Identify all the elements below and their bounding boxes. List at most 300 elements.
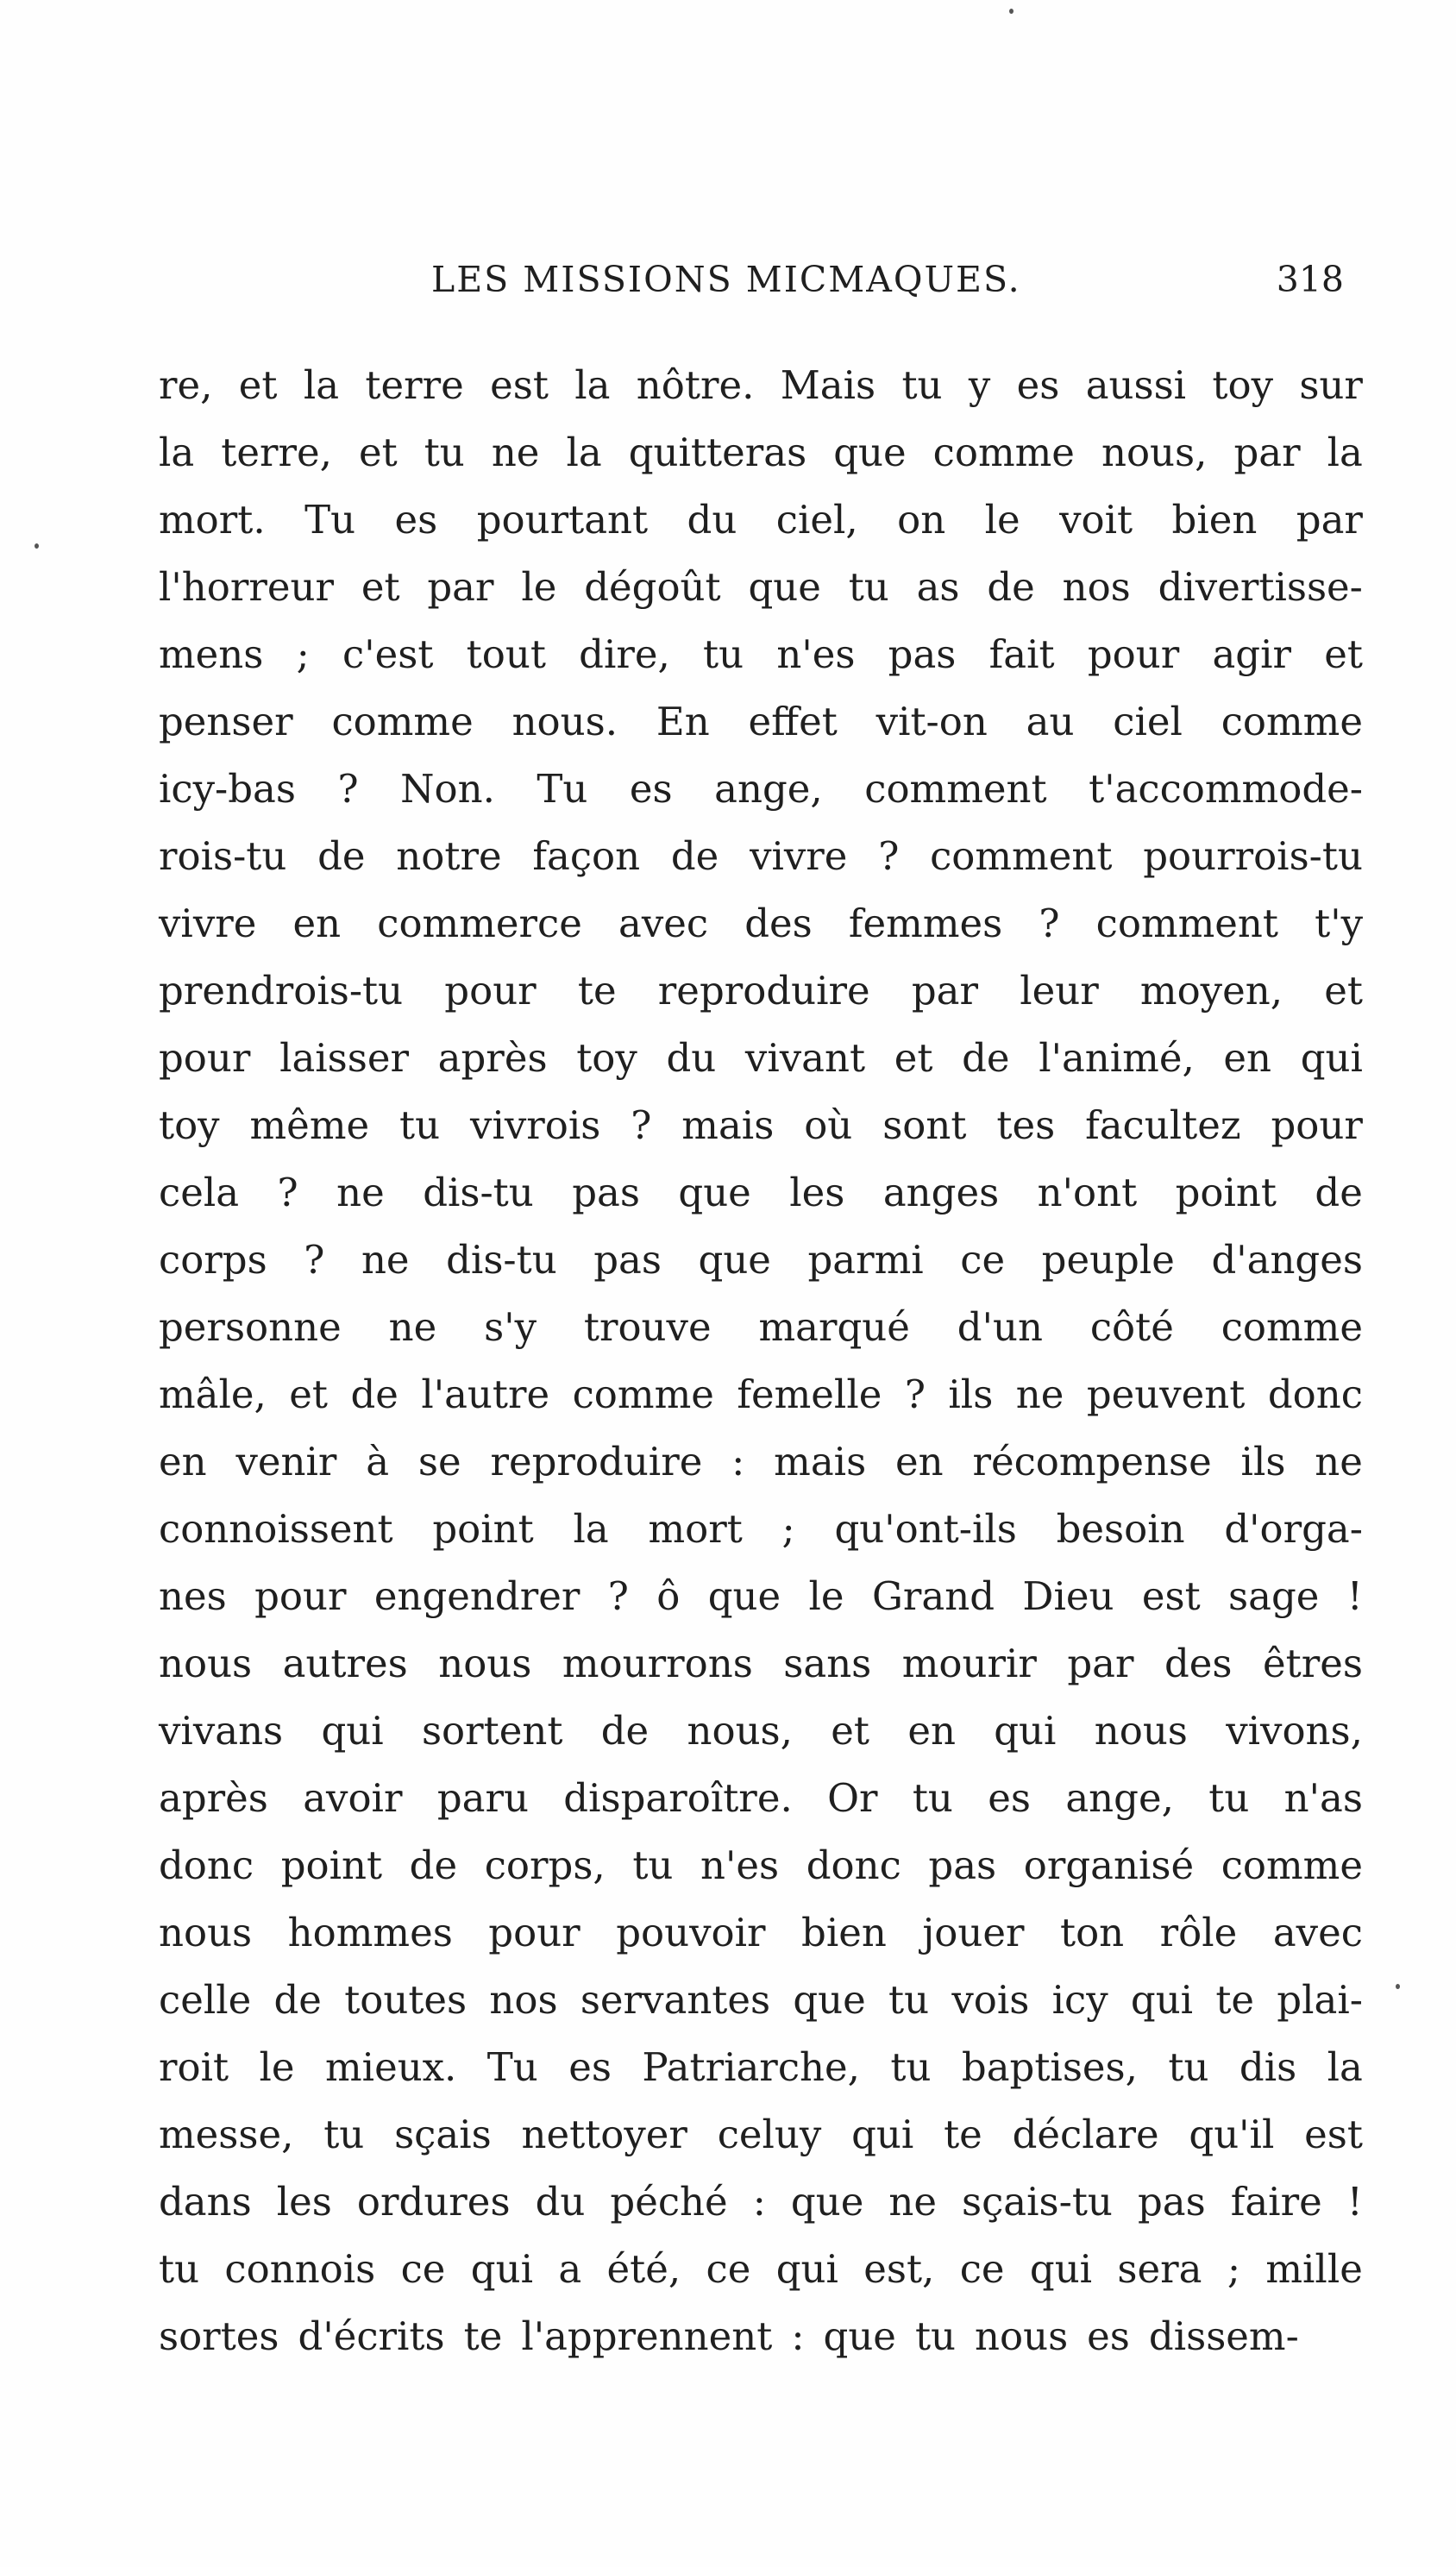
word: tu — [399, 1102, 441, 1148]
word: comment — [1095, 901, 1278, 946]
word: hommes — [287, 1910, 453, 1955]
word: ne — [1315, 1439, 1363, 1484]
text-line — [159, 554, 1363, 621]
word: est, — [863, 2246, 935, 2292]
word: vivre — [750, 833, 848, 879]
word: pas — [928, 1842, 997, 1888]
word: la — [1327, 430, 1363, 475]
word: t'accommode- — [1089, 766, 1363, 812]
text-line — [159, 2101, 1363, 2168]
word: voit — [1059, 497, 1133, 543]
word: de — [670, 833, 719, 879]
print-speck — [35, 543, 39, 549]
word: au — [1026, 699, 1075, 744]
word: nos — [489, 1977, 558, 2023]
word: tu — [848, 564, 889, 610]
running-head — [155, 259, 1354, 311]
word: pouvoir — [616, 1910, 766, 1955]
text-line — [159, 352, 1363, 419]
word: ne — [1015, 1371, 1064, 1417]
word: tu — [1168, 2044, 1209, 2090]
word: toy — [1212, 362, 1274, 408]
word: t'y — [1315, 901, 1363, 946]
word: de — [273, 1977, 322, 2023]
word: que — [790, 2179, 864, 2225]
word: nous. — [511, 699, 618, 744]
text-line — [159, 1563, 1363, 1630]
text-line — [159, 1428, 1363, 1496]
word: nes — [159, 1573, 227, 1619]
word: avec — [618, 901, 709, 946]
word: par — [1067, 1641, 1134, 1686]
word: te — [944, 2112, 982, 2157]
word: la — [574, 362, 611, 408]
word: de — [409, 1842, 458, 1888]
word: quitteras — [628, 430, 807, 475]
word: engendrer — [373, 1573, 581, 1619]
word: vivrois — [470, 1102, 601, 1148]
word: que — [823, 2313, 896, 2359]
word: pas — [888, 631, 957, 677]
word: vit-on — [875, 699, 988, 744]
word: comme — [1221, 1304, 1363, 1350]
word: re, — [159, 362, 213, 408]
word: les — [276, 2179, 332, 2225]
word: notre — [396, 833, 502, 879]
word: En — [656, 699, 710, 744]
word: pas — [1137, 2179, 1206, 2225]
word: la — [303, 362, 340, 408]
word: qu'il — [1189, 2112, 1275, 2157]
word: comme — [331, 699, 474, 744]
word: que — [833, 430, 907, 475]
word: comment — [864, 766, 1047, 812]
text-line — [159, 1899, 1363, 1967]
word: que — [793, 1977, 866, 2023]
word: dis-tu — [446, 1237, 557, 1283]
word: le — [259, 2044, 295, 2090]
word: mens — [159, 631, 264, 677]
text-line — [159, 1025, 1363, 1092]
word: où — [804, 1102, 853, 1148]
word: qui — [994, 1708, 1057, 1754]
word: fait — [988, 631, 1055, 677]
word: c'est — [342, 631, 434, 677]
word: icy-bas — [159, 766, 296, 812]
word: et — [238, 362, 278, 408]
body-text — [159, 352, 1363, 2370]
word: et — [361, 564, 400, 610]
word: tu — [914, 2313, 957, 2359]
word: effet — [748, 699, 838, 744]
word: qui — [775, 2246, 838, 2292]
word: pourtant — [476, 497, 649, 543]
word: n'ont — [1037, 1170, 1138, 1215]
word: avoir — [303, 1775, 403, 1821]
word: dire, — [579, 631, 670, 677]
word: mais — [681, 1102, 775, 1148]
word: on — [897, 497, 946, 543]
word: tu — [159, 2246, 200, 2292]
word: venir — [235, 1439, 337, 1484]
word: que — [698, 1237, 771, 1283]
word: et — [358, 430, 398, 475]
word: à — [366, 1439, 390, 1484]
word: ne — [491, 430, 540, 475]
text-line — [159, 2236, 1363, 2303]
word: sont — [882, 1102, 967, 1148]
text-line — [159, 1361, 1363, 1428]
word: l'autre — [421, 1371, 550, 1417]
word: es — [394, 497, 438, 543]
word: nettoyer — [521, 2112, 687, 2157]
word: de — [600, 1708, 650, 1754]
word: la — [566, 430, 602, 475]
word: corps, — [484, 1842, 606, 1888]
word: le — [521, 564, 557, 610]
word: organisé — [1023, 1842, 1195, 1888]
print-speck — [1009, 9, 1014, 14]
word: sortes — [159, 2313, 279, 2359]
word: en — [1223, 1035, 1272, 1081]
word: moyen, — [1139, 968, 1283, 1014]
word: laisser — [279, 1035, 410, 1081]
word: n'es — [700, 1842, 780, 1888]
word: après — [437, 1035, 548, 1081]
word: peuple — [1041, 1237, 1175, 1283]
word: n'es — [776, 631, 856, 677]
word: ton — [1060, 1910, 1125, 1955]
text-line — [159, 1630, 1363, 1698]
word: de — [987, 564, 1035, 610]
word: mort. — [159, 497, 266, 543]
word: te — [577, 968, 617, 1014]
word: façon — [532, 833, 641, 879]
text-line — [159, 957, 1363, 1025]
word: sçais-tu — [962, 2179, 1113, 2225]
word: faire — [1230, 2179, 1322, 2225]
word: du — [687, 497, 737, 543]
word: tu — [632, 1842, 674, 1888]
word: la — [573, 1506, 609, 1552]
word: ? — [304, 1237, 325, 1283]
running-title: LES MISSIONS MICMAQUES. — [431, 259, 1021, 300]
word: tes — [996, 1102, 1056, 1148]
word: penser — [159, 699, 293, 744]
word: : — [731, 1439, 745, 1484]
text-line — [159, 1092, 1363, 1159]
word: celle — [159, 1977, 252, 2023]
word: sage — [1228, 1573, 1320, 1619]
word: sortent — [421, 1708, 563, 1754]
word: des — [744, 901, 813, 946]
text-line — [159, 2303, 1363, 2370]
word: servantes — [580, 1977, 771, 2023]
word: nous, — [687, 1708, 793, 1754]
word: ciel — [1113, 699, 1183, 744]
text-line — [159, 1159, 1363, 1227]
text-line — [159, 1294, 1363, 1361]
word: s'y — [484, 1304, 537, 1350]
word: même — [249, 1102, 370, 1148]
word: ? — [607, 1573, 629, 1619]
text-line — [159, 1698, 1363, 1765]
word: mort — [648, 1506, 743, 1552]
word: sçais — [394, 2112, 492, 2157]
text-line — [159, 419, 1363, 486]
word: pour — [254, 1573, 347, 1619]
word: rois-tu — [159, 833, 287, 879]
word: bien — [1171, 497, 1258, 543]
word: ô — [656, 1573, 681, 1619]
word: terre, — [221, 430, 332, 475]
word: de — [317, 833, 366, 879]
word: donc — [159, 1842, 254, 1888]
word: comment — [930, 833, 1113, 879]
word: rôle — [1159, 1910, 1238, 1955]
word: nous — [159, 1641, 253, 1686]
text-line — [159, 2168, 1363, 2236]
word: tu — [890, 2044, 932, 2090]
word: baptises, — [961, 2044, 1138, 2090]
word: jouer — [922, 1910, 1025, 1955]
word: es — [988, 1775, 1031, 1821]
word: besoin — [1056, 1506, 1185, 1552]
word: ce — [706, 2246, 751, 2292]
word: tu — [323, 2112, 365, 2157]
word: en — [292, 901, 342, 946]
word: êtres — [1263, 1641, 1363, 1686]
word: ? — [1039, 901, 1060, 946]
word: ordures — [356, 2179, 511, 2225]
word: Patriarche, — [642, 2044, 860, 2090]
word: toy — [576, 1035, 637, 1081]
word: terre — [365, 362, 464, 408]
word: pour — [1271, 1102, 1363, 1148]
print-speck — [1396, 1984, 1400, 1989]
word: tu — [424, 430, 465, 475]
word: mourir — [901, 1641, 1037, 1686]
text-line — [159, 890, 1363, 957]
word: le — [984, 497, 1020, 543]
word: vivons, — [1226, 1708, 1363, 1754]
word: as — [916, 564, 960, 610]
text-line — [159, 1967, 1363, 2034]
word: d'écrits — [298, 2313, 445, 2359]
word: pour — [488, 1910, 581, 1955]
word: tu — [703, 631, 744, 677]
word: plai- — [1277, 1977, 1363, 2023]
word: par — [911, 968, 979, 1014]
word: comme — [1221, 1842, 1363, 1888]
word: d'orga- — [1224, 1506, 1363, 1552]
word: du — [666, 1035, 717, 1081]
word: autres — [282, 1641, 408, 1686]
word: trouve — [583, 1304, 712, 1350]
word: leur — [1020, 968, 1099, 1014]
word: parmi — [807, 1237, 924, 1283]
word: nous — [1094, 1708, 1188, 1754]
word: femelle — [737, 1371, 882, 1417]
word: connois — [224, 2246, 376, 2292]
word: sur — [1299, 362, 1363, 408]
word: et — [894, 1035, 933, 1081]
word: ; — [781, 1506, 795, 1552]
word: point — [280, 1842, 383, 1888]
word: tu — [912, 1775, 953, 1821]
word: marqué — [758, 1304, 910, 1350]
word: corps — [159, 1237, 267, 1283]
word: en — [907, 1708, 956, 1754]
word: vivre — [159, 901, 257, 946]
word: ? — [337, 766, 359, 812]
word: commerce — [377, 901, 582, 946]
word: es — [1087, 2313, 1130, 2359]
word: vois — [951, 1977, 1030, 2023]
text-line — [159, 688, 1363, 756]
word: qui — [851, 2112, 914, 2157]
word: ange, — [1065, 1775, 1174, 1821]
word: l'animé, — [1039, 1035, 1195, 1081]
word: ce — [959, 2246, 1005, 2292]
word: les — [789, 1170, 845, 1215]
word: pas — [572, 1170, 640, 1215]
word: a — [558, 2246, 582, 2292]
word: es — [1016, 362, 1060, 408]
word: reproduire — [490, 1439, 703, 1484]
word: par — [427, 564, 494, 610]
word: Non. — [400, 766, 495, 812]
word: dis — [1239, 2044, 1297, 2090]
word: Or — [827, 1775, 878, 1821]
word: ils — [1240, 1439, 1286, 1484]
word: sera — [1117, 2246, 1202, 2292]
word: es — [568, 2044, 612, 2090]
word: ! — [1346, 2179, 1363, 2225]
word: comme — [572, 1371, 714, 1417]
word: te — [1215, 1977, 1255, 2023]
word: aussi — [1085, 362, 1187, 408]
word: qui — [1130, 1977, 1194, 2023]
word: ! — [1346, 1573, 1363, 1619]
page-number: 318 — [1276, 259, 1344, 300]
word: qui — [470, 2246, 533, 2292]
word: l'apprennent — [521, 2313, 773, 2359]
text-line — [159, 486, 1363, 554]
word: tu — [888, 1977, 930, 2023]
word: est — [490, 362, 549, 408]
word: avec — [1272, 1910, 1363, 1955]
word: et — [1324, 968, 1363, 1014]
word: est — [1141, 1573, 1201, 1619]
word: que — [707, 1573, 781, 1619]
word: paru — [436, 1775, 529, 1821]
word: agir — [1212, 631, 1292, 677]
word: point — [1175, 1170, 1277, 1215]
text-line — [159, 2034, 1363, 2101]
word: toutes — [344, 1977, 468, 2023]
word: ce — [960, 1237, 1006, 1283]
word: disparoître. — [563, 1775, 793, 1821]
word: de — [962, 1035, 1010, 1081]
word: Tu — [304, 497, 356, 543]
word: ? — [631, 1102, 652, 1148]
word: qui — [1029, 2246, 1093, 2292]
word: divertisse- — [1158, 564, 1363, 610]
word: roit — [159, 2044, 229, 2090]
word: tu — [1208, 1775, 1250, 1821]
word: vivant — [744, 1035, 866, 1081]
word: récompense — [972, 1439, 1212, 1484]
word: mâle, — [159, 1371, 267, 1417]
word: vivans — [159, 1708, 284, 1754]
word: le — [808, 1573, 844, 1619]
word: sans — [783, 1641, 872, 1686]
word: ? — [277, 1170, 298, 1215]
word: de — [1315, 1170, 1363, 1215]
word: l'horreur — [159, 564, 334, 610]
word: ; — [1227, 2246, 1241, 2292]
word: donc — [806, 1842, 901, 1888]
word: pour — [159, 1035, 251, 1081]
word: ciel, — [775, 497, 858, 543]
word: qui — [1300, 1035, 1363, 1081]
word: nous — [438, 1641, 532, 1686]
word: : — [752, 2179, 766, 2225]
word: mourrons — [562, 1641, 753, 1686]
word: ange, — [714, 766, 823, 812]
word: nous — [975, 2313, 1069, 2359]
text-line — [159, 621, 1363, 688]
word: tout — [466, 631, 546, 677]
word: qui — [321, 1708, 384, 1754]
word: ce — [400, 2246, 446, 2292]
word: te — [463, 2313, 503, 2359]
word: pour — [1087, 631, 1180, 677]
word: est — [1304, 2112, 1363, 2157]
word: dis-tu — [423, 1170, 534, 1215]
word: dissem- — [1148, 2313, 1299, 2359]
word: côté — [1089, 1304, 1174, 1350]
word: ; — [296, 631, 310, 677]
word: pour — [444, 968, 537, 1014]
word: point — [432, 1506, 534, 1552]
word: mais — [774, 1439, 867, 1484]
word: qu'ont-ils — [834, 1506, 1017, 1552]
word: ? — [904, 1371, 926, 1417]
word: ne — [388, 1304, 437, 1350]
word: connoissent — [159, 1506, 393, 1552]
word: et — [831, 1708, 869, 1754]
word: Grand — [871, 1573, 995, 1619]
word: femmes — [848, 901, 1003, 946]
word: reproduire — [657, 968, 870, 1014]
word: y — [968, 362, 991, 408]
word: celuy — [717, 2112, 822, 2157]
word: peuvent — [1086, 1371, 1246, 1417]
word: messe, — [159, 2112, 294, 2157]
word: dégoût — [584, 564, 721, 610]
word: comme — [1221, 699, 1363, 744]
word: se — [417, 1439, 461, 1484]
word: été, — [606, 2246, 681, 2292]
word: de — [350, 1371, 399, 1417]
word: es — [629, 766, 673, 812]
word: péché — [610, 2179, 728, 2225]
text-line — [159, 1227, 1363, 1294]
word: nous, — [1101, 430, 1208, 475]
word: n'as — [1283, 1775, 1363, 1821]
